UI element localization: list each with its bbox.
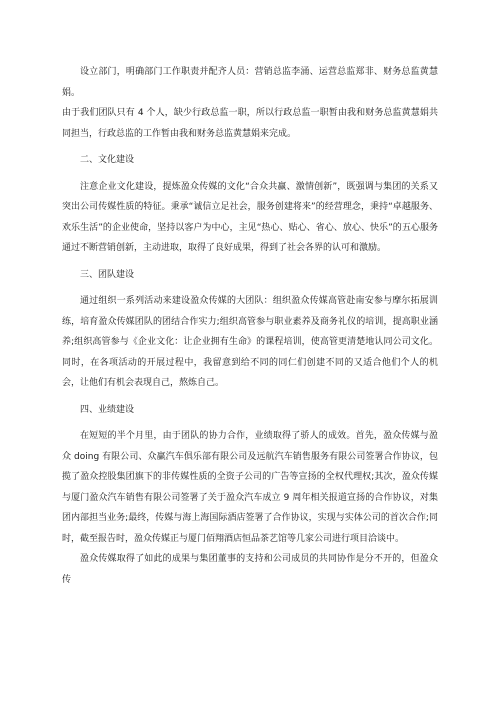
paragraph-performance: 在短短的半个月里，由于团队的协力合作，业绩取得了骄人的成效。首先，盈众传媒与盈众 doing 有限公司、众赢汽车俱乐部有限公司及远航汽车销售服务有限公司签署合作协议，包揽了盈众控股集团旗下的非传媒性质的全资子公司的广告等宣扬的全权代理权;其次，盈众传媒与厦门盈众汽车销售有限公司签署了关于盈众汽车成立 9 周年相关报道宣扬的合作协议，对集团内部担当业务;最终，传媒与海上海国际酒店签署了合作协议，实现与实体公司的首次合作;同时，截至报告时，盈众传媒正与厦门佰翔酒店恒品茶艺馆等几家公司进行项目洽谈中。 — [62, 431, 438, 544]
paragraph-team: 通过组织一系列活动来建设盈众传媒的大团队：组织盈众传媒高管赴南安参与摩尔拓展训练，培育盈众传媒团队的团结合作实力;组织高管参与职业素养及商务礼仪的培训，提高职业涵养;组织高管参与《企业文化：让企业拥有生命》的课程培训，使高管更清楚地认同公司文化。同时，在各项活动的开展过程中，我留意到给不同的同仁们创建不同的又适合他们个人的机会，让他们有机会表现自己，熬炼自己。 — [62, 296, 438, 388]
paragraph-culture: 注意企业文化建设，提炼盈众传媒的文化“合众共赢、激情创新”，既强调与集团的关系又突出公司传媒性质的特征。秉承“诚信立足社会，服务创建将来”的经营理念，秉持“卓越服务、欢乐生活”的企业使命，坚持以客户为中心，主见“热心、贴心、省心、放心、快乐”的五心服务通过不断营销创新，主动进取，取得了良好成果，得到了社会各界的认可和激励。 — [62, 181, 438, 253]
paragraph-closing: 盈众传媒取得了如此的成果与集团董事的支持和公司成员的共同协作是分不开的，但盈众传 — [62, 554, 438, 585]
section-heading-culture: 二、文化建设 — [80, 155, 135, 165]
paragraph-2: 由于我们团队只有 4 个人，缺少行政总监一职，所以行政总监一职暂由我和财务总监黄慧娟共同担当，行政总监的工作暂由我和财务总监黄慧娟来完成。 — [62, 108, 438, 139]
section-heading-performance: 四、业绩建设 — [80, 404, 135, 415]
section-heading-team: 三、团队建设 — [80, 269, 135, 280]
paragraph-1: 设立部门，明确部门工作职责并配齐人员：营销总监李涌、运营总监郑非、财务总监黄慧娟。 — [62, 67, 438, 98]
